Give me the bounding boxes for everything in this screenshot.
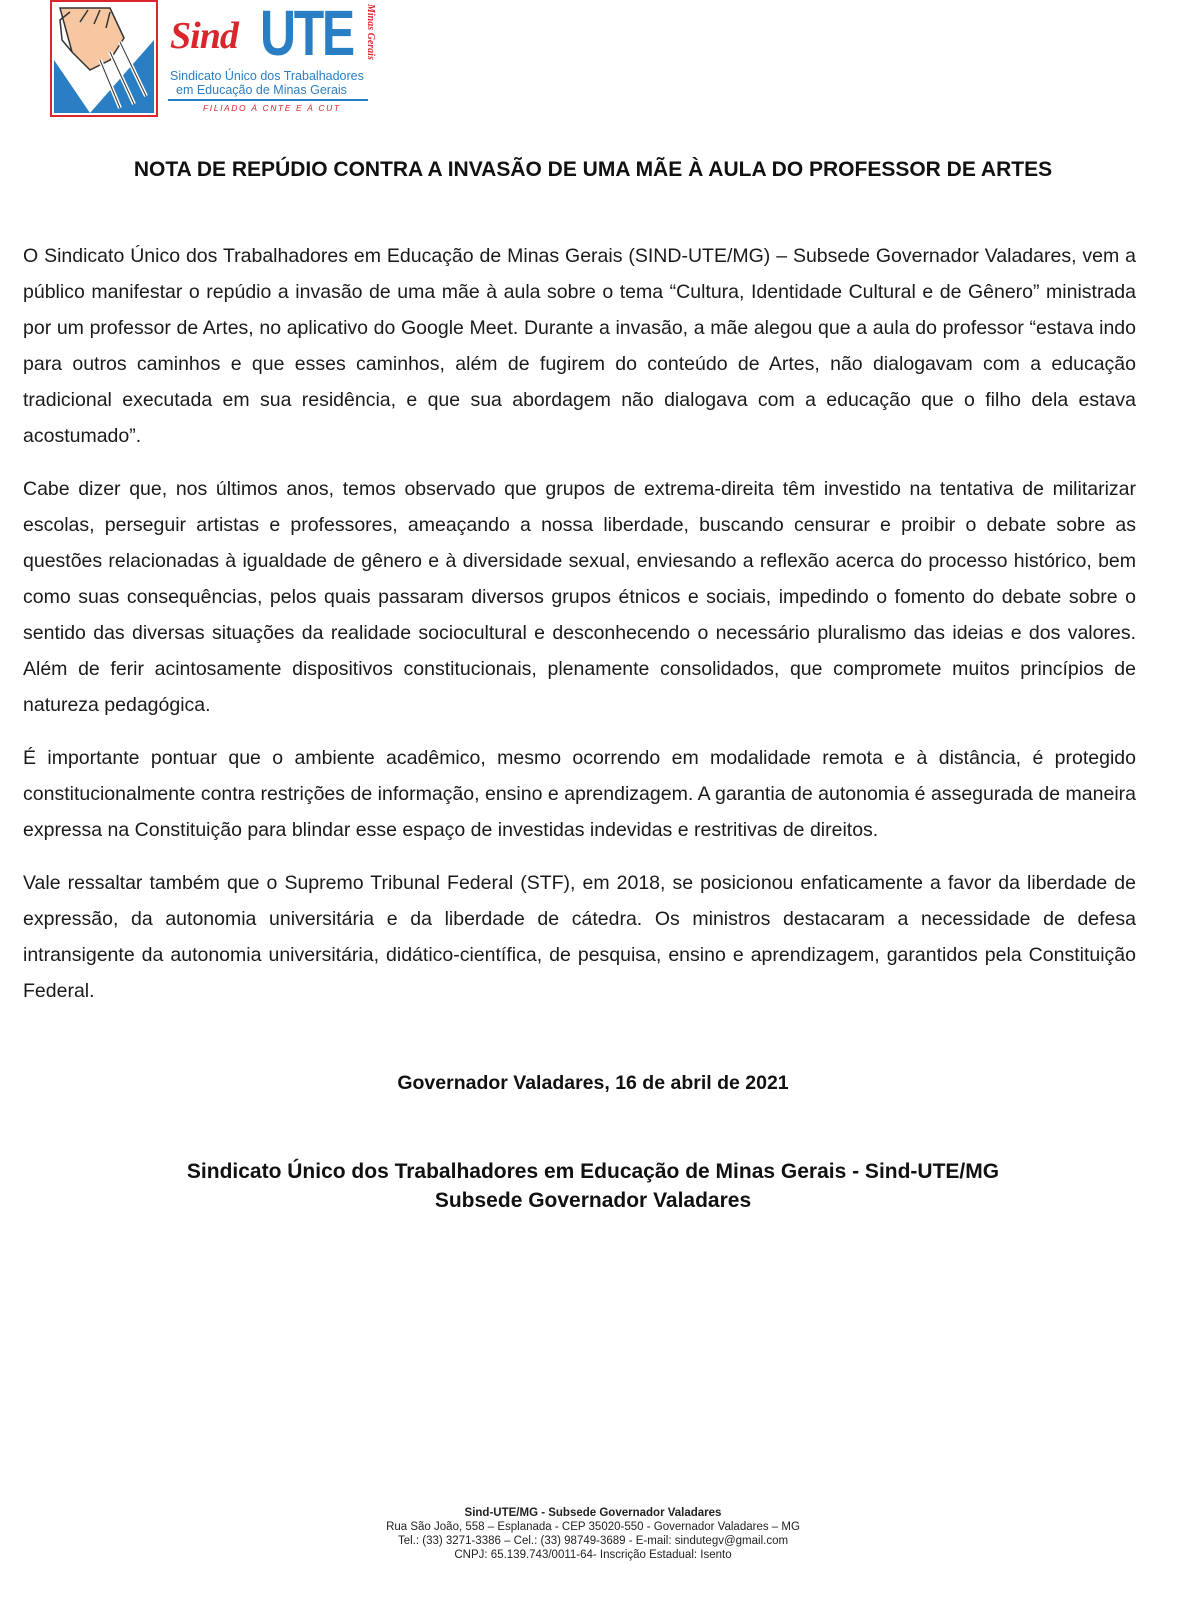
signature-line2: Subsede Governador Valadares	[434, 1189, 752, 1212]
document-date: Governador Valadares, 16 de abril de 2021	[397, 1072, 789, 1094]
footer-contact: Tel.: (33) 3271-3386 – Cel.: (33) 98749-3689 - E-mail: sindutegv@gmail.com	[397, 1535, 789, 1547]
footer-address: Rua São João, 558 – Esplanada - CEP 35020-550 - Governador Valadares – MG	[386, 1521, 800, 1533]
paragraph-2: Cabe dizer que, nos últimos anos, temos observado que grupos de extrema-direita têm investido na tentativa de militarizar escolas, perseguir artistas e professores, ameaçando a nossa liberdade, buscando censurar e proibir o debate sobre as questões relacionadas à igualdade de gênero e à diversidade sexual, enviesando a reflexão acerca do processo histórico, bem como suas consequências, pelos quais passaram diversos grupos étnicos e sociais, impedindo o fomento do debate sobre o sentido das diversas situações da realidade sociocultural e desconhecendo o necessário pluralismo das ideias e dos valores. Além de ferir acintosamente dispositivos constitucionais, plenamente consolidados, que compromete muitos princípios de natureza pedagógica.	[23, 478, 1136, 716]
document-title: NOTA DE REPÚDIO CONTRA A INVASÃO DE UMA MÃE À AULA DO PROFESSOR DE ARTES	[133, 158, 1053, 181]
sindute-logo	[50, 0, 380, 122]
logo-region-text: Minas Gerais	[365, 4, 376, 60]
paragraph-1: O Sindicato Único dos Trabalhadores em Educação de Minas Gerais (SIND-UTE/MG) – Subsede Governador Valadares, vem a público manifestar o repúdio a invasão de uma mãe à aula sobre o tema “Cultura, Identidade Cultural e de Gênero” ministrada por um professor de Artes, no aplicativo do Google Meet. Durante a invasão, a mãe alegou que a aula do professor “estava indo para outros caminhos e que esses caminhos, além de fugirem do conteúdo de Artes, não dialogavam com a educação tradicional executada em sua residência, e que sua abordagem não dialogava com a educação que o filho dela estava acostumado”.	[23, 245, 1136, 447]
logo-ute-text: UTE	[260, 0, 353, 69]
logo-affiliation: FILIADO À CNTE E À CUT	[203, 103, 341, 113]
document-body	[23, 238, 1136, 1026]
signature-line1: Sindicato Único dos Trabalhadores em Educação de Minas Gerais - Sind-UTE/MG	[186, 1160, 1000, 1183]
signature-block	[0, 1157, 1186, 1215]
paragraph-4: Vale ressaltar também que o Supremo Tribunal Federal (STF), em 2018, se posicionou enfaticamente a favor da liberdade de expressão, da autonomia universitária e da liberdade de cátedra. Os ministros destacaram a necessidade de defesa intransigente da autonomia universitária, didático-científica, de pesquisa, ensino e aprendizagem, garantidos pela Constituição Federal.	[23, 872, 1136, 1002]
footer-cnpj: CNPJ: 65.139.743/0011-64- Inscrição Estadual: Isento	[454, 1549, 732, 1561]
logo-subtitle-line2: em Educação de Minas Gerais	[176, 83, 347, 97]
page-footer	[0, 1506, 1186, 1562]
logo-subtitle-line1: Sindicato Único dos Trabalhadores	[170, 69, 364, 83]
paragraph-3: É importante pontuar que o ambiente acadêmico, mesmo ocorrendo em modalidade remota e à distância, é protegido constitucionalmente contra restrições de informação, ensino e aprendizagem. A garantia de autonomia é assegurada de maneira expressa na Constituição para blindar esse espaço de investidas indevidas e restritivas de direitos.	[23, 747, 1136, 841]
sindute-emblem-icon	[50, 0, 158, 117]
footer-line1: Sind-UTE/MG - Subsede Governador Valadares	[464, 1507, 722, 1519]
logo-divider	[168, 99, 368, 101]
logo-sind-text: Sind	[170, 15, 238, 57]
